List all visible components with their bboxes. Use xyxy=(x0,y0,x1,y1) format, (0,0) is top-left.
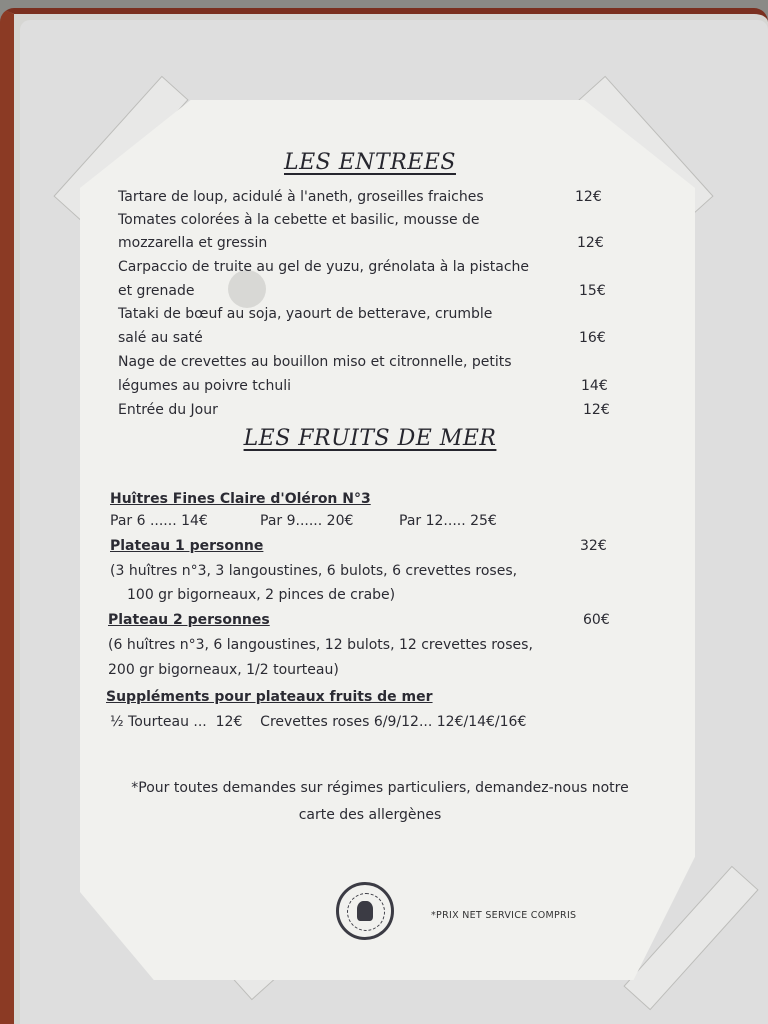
plateau-2-desc-line-2: 200 gr bigorneaux, 1/2 tourteau) xyxy=(108,662,339,678)
allergen-note-line-2: carte des allergènes xyxy=(298,807,442,823)
entree-6-line-1: Entrée du Jour xyxy=(118,402,218,418)
entree-5-line-1: Nage de crevettes au bouillon miso et citronnelle, petits xyxy=(118,354,512,370)
entree-2-line-2: mozzarella et gressin xyxy=(118,235,268,251)
plateau-1-title: Plateau 1 personne xyxy=(110,538,264,554)
entree-3-line-1: Carpaccio de truite au gel de yuzu, grénolata à la pistache xyxy=(118,259,530,275)
supplements-title: Suppléments pour plateaux fruits de mer xyxy=(106,689,433,705)
entree-6-price: 12€ xyxy=(583,402,610,418)
entree-2-price: 12€ xyxy=(577,235,604,251)
entree-5-price: 14€ xyxy=(581,378,608,394)
entree-1-price: 12€ xyxy=(575,189,602,205)
seal-emblem xyxy=(357,901,373,921)
entree-4-line-1: Tataki de bœuf au soja, yaourt de betterave, crumble xyxy=(118,306,493,322)
plateau-2-title: Plateau 2 personnes xyxy=(108,612,270,628)
allergen-note-line-1: *Pour toutes demandes sur régimes particuliers, demandez-nous notre xyxy=(131,780,629,796)
huitres-option-6: Par 6 ...... 14€ xyxy=(110,513,208,529)
plateau-1-desc-line-2: 100 gr bigorneaux, 2 pinces de crabe) xyxy=(127,587,396,603)
huitres-option-9: Par 9...... 20€ xyxy=(260,513,354,529)
fruits-de-mer-heading: LES FRUITS DE MER xyxy=(243,426,497,451)
huitres-title: Huîtres Fines Claire d'Oléron N°3 xyxy=(110,491,371,507)
huitres-option-12: Par 12..... 25€ xyxy=(399,513,497,529)
entree-1-line-1: Tartare de loup, acidulé à l'aneth, groseilles fraiches xyxy=(118,189,484,205)
entree-2-line-1: Tomates colorées à la cebette et basilic, mousse de xyxy=(118,212,480,228)
entrees-heading: LES ENTREES xyxy=(284,150,456,175)
entree-5-line-2: légumes au poivre tchuli xyxy=(118,378,292,394)
entree-3-line-2: et grenade xyxy=(118,283,195,299)
plateau-1-price: 32€ xyxy=(580,538,607,554)
prix-net-note: *PRIX NET SERVICE COMPRIS xyxy=(431,910,577,921)
plateau-1-desc-line-1: (3 huîtres n°3, 3 langoustines, 6 bulots, 6 crevettes roses, xyxy=(110,563,518,579)
plateau-2-price: 60€ xyxy=(583,612,610,628)
plateau-2-desc-line-1: (6 huîtres n°3, 6 langoustines, 12 bulots, 12 crevettes roses, xyxy=(108,637,533,653)
restaurant-seal-icon xyxy=(336,882,394,940)
entree-4-line-2: salé au saté xyxy=(118,330,203,346)
supplements-line: ½ Tourteau ... 12€ Crevettes roses 6/9/12... 12€/14€/16€ xyxy=(110,714,527,730)
entree-4-price: 16€ xyxy=(579,330,606,346)
entree-3-price: 15€ xyxy=(579,283,606,299)
